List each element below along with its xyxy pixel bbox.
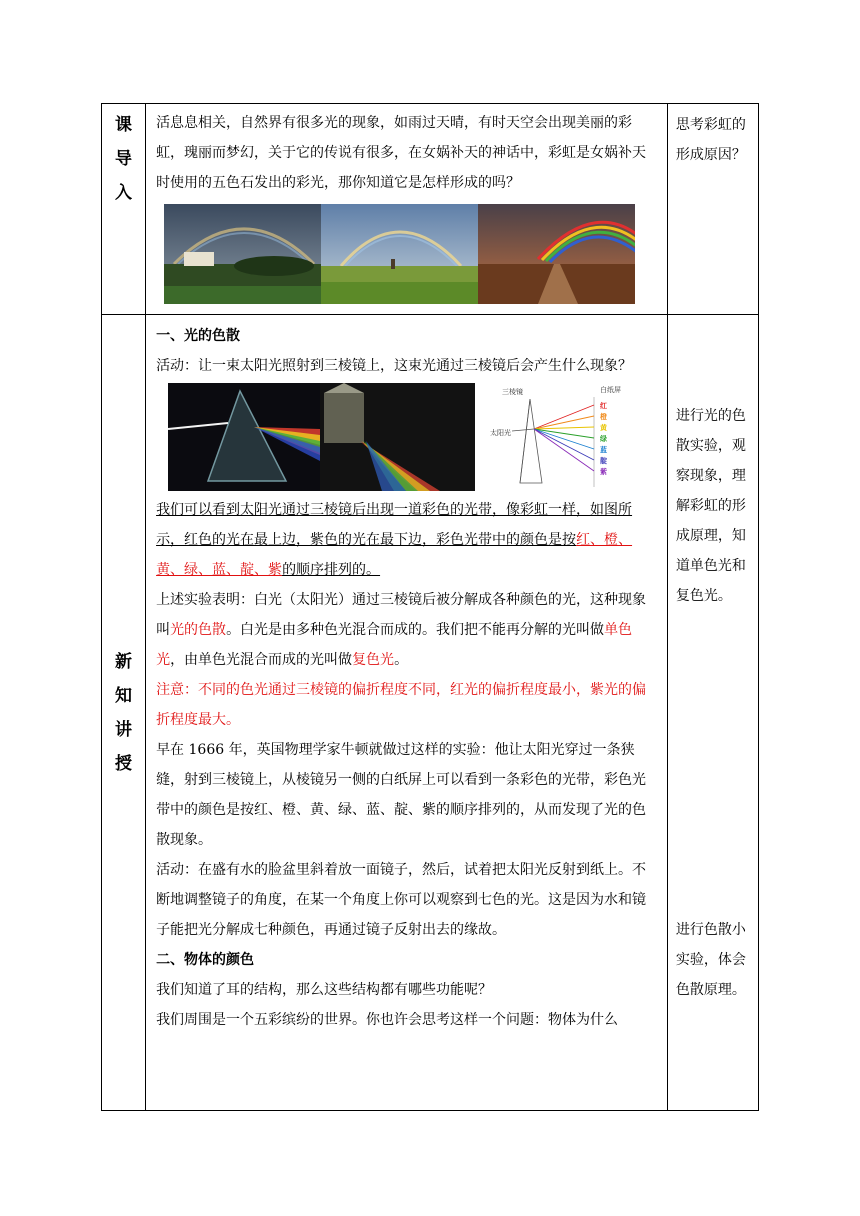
color-label: 红 — [600, 402, 608, 410]
diagram-rays — [512, 405, 594, 471]
color-label: 绿 — [600, 435, 608, 443]
dispersed-ray — [534, 405, 594, 429]
conclusion-text-c: ，由单色光混合而成的光叫做 — [170, 652, 353, 668]
conclusion-text-d: 。 — [394, 652, 409, 668]
dispersion-diagram — [490, 383, 650, 491]
rainbow-photo-1 — [164, 204, 321, 304]
term-monochromatic: 单色光 — [156, 622, 633, 668]
diagram-color-labels — [600, 401, 608, 476]
lesson-row — [102, 315, 759, 1111]
intro-row — [102, 104, 759, 315]
conclusion-text-b: 。白光是由多种色光混合而成的。我们把不能再分解的光叫做 — [226, 622, 605, 638]
color-label: 橙 — [600, 413, 608, 421]
intro-stage-cell — [102, 104, 146, 315]
rainbow-photos — [164, 204, 659, 304]
lesson-plan-table — [101, 103, 759, 1111]
activity-prism: 活动：让一束太阳光照射到三棱镜上，这束光通过三棱镜后会产生什么现象？ — [156, 358, 633, 374]
color-order-text: 红、橙、黄、绿、蓝、靛、紫 — [156, 532, 633, 578]
observation-end: 的顺序排列的。 — [282, 562, 381, 578]
lesson-stage-label — [102, 645, 145, 781]
conclusion-text-a: 上述实验表明：白光（太阳光）通过三棱镜后被分解成各种颜色的光，这种现象叫 — [156, 592, 647, 638]
experiment-conclusion — [156, 585, 659, 675]
stage-char: 导 — [115, 149, 133, 169]
rainbow-photo-3 — [478, 204, 635, 304]
diagram-prism-label: 三棱镜 — [502, 388, 524, 396]
caution-note: 注意：不同的色光通过三棱镜的偏折程度不同，红光的偏折程度最小，紫光的偏折程度最大。 — [156, 682, 647, 728]
lesson-content-cell — [146, 315, 668, 1111]
section-heading-dispersion: 一、光的色散 — [156, 328, 241, 344]
intro-stage-label — [102, 104, 145, 210]
stage-char: 讲 — [115, 719, 133, 740]
intro-text: 活息息相关，自然界有很多光的现象，如雨过天晴，有时天空会出现美丽的彩虹，瑰丽而梦幻，关于它的传说有很多，在女娲补天的神话中，彩虹是女娲补天时使用的五色石发出的彩光，那你知道它是怎样形成的吗？ — [156, 115, 647, 191]
color-label: 靛 — [600, 457, 608, 465]
diagram-screen-label: 白纸屏 — [600, 386, 622, 394]
stage-char: 知 — [115, 685, 133, 706]
activity-mirror: 活动：在盛有水的脸盆里斜着放一面镜子，然后，试着把太阳光反射到纸上。不断地调整镜子的角度，在某一个角度上你可以观察到七色的光。这是因为水和镜子能把光分解成七种颜色，再通过镜子反射出去的缘故。 — [156, 862, 647, 938]
observation-paragraph — [156, 495, 659, 585]
color-label: 蓝 — [600, 446, 608, 454]
term-dispersion: 光的色散 — [170, 622, 227, 638]
prism-photo-2 — [320, 383, 475, 491]
section-heading-object-color: 二、物体的颜色 — [156, 952, 255, 968]
ear-question: 我们知道了耳的结构，那么这些结构都有哪些功能呢？ — [156, 982, 493, 998]
dispersed-ray — [534, 429, 594, 449]
prism-figures — [168, 383, 659, 493]
stage-char: 入 — [115, 183, 133, 203]
lesson-stage-cell — [102, 315, 146, 1111]
incident-ray — [512, 429, 534, 431]
stage-char: 授 — [115, 753, 133, 774]
dispersed-ray — [534, 429, 594, 471]
note-dispersion-experiment: 进行光的色散实验，观察现象，理解彩虹的形成原理，知道单色光和复色光。 — [675, 408, 746, 604]
diagram-sun-label: 太阳光 — [490, 429, 512, 437]
term-polychromatic: 复色光 — [352, 652, 395, 668]
note-mini-experiment: 进行色散小实验，体会色散原理。 — [675, 922, 746, 998]
color-label: 黄 — [600, 424, 608, 432]
stage-char: 课 — [115, 115, 133, 135]
color-label: 紫 — [600, 468, 608, 476]
intro-content-cell — [146, 104, 668, 315]
intro-note: 思考彩虹的形成原因？ — [675, 117, 746, 163]
rainbow-photo-2 — [321, 204, 478, 304]
lesson-note-cell — [667, 315, 758, 1111]
intro-note-cell — [667, 104, 758, 315]
prism-photo-1 — [168, 383, 320, 491]
observation-text: 我们可以看到太阳光通过三棱镜后出现一道彩色的光带，像彩虹一样，如图所示，红色的光在最上边，紫色的光在最下边，彩色光带中的颜色是按 — [156, 502, 633, 548]
colorful-world-text: 我们周围是一个五彩缤纷的世界。你也许会思考这样一个问题：物体为什么 — [156, 1012, 619, 1028]
stage-char: 新 — [115, 651, 133, 672]
newton-history: 早在 1666 年，英国物理学家牛顿就做过这样的实验：他让太阳光穿过一条狭缝，射到三棱镜上，从棱镜另一侧的白纸屏上可以看到一条彩色的光带，彩色光带中的颜色是按红、橙、黄、绿、蓝、靛、紫的顺序排列的，从而发现了光的色散现象。 — [156, 742, 647, 848]
